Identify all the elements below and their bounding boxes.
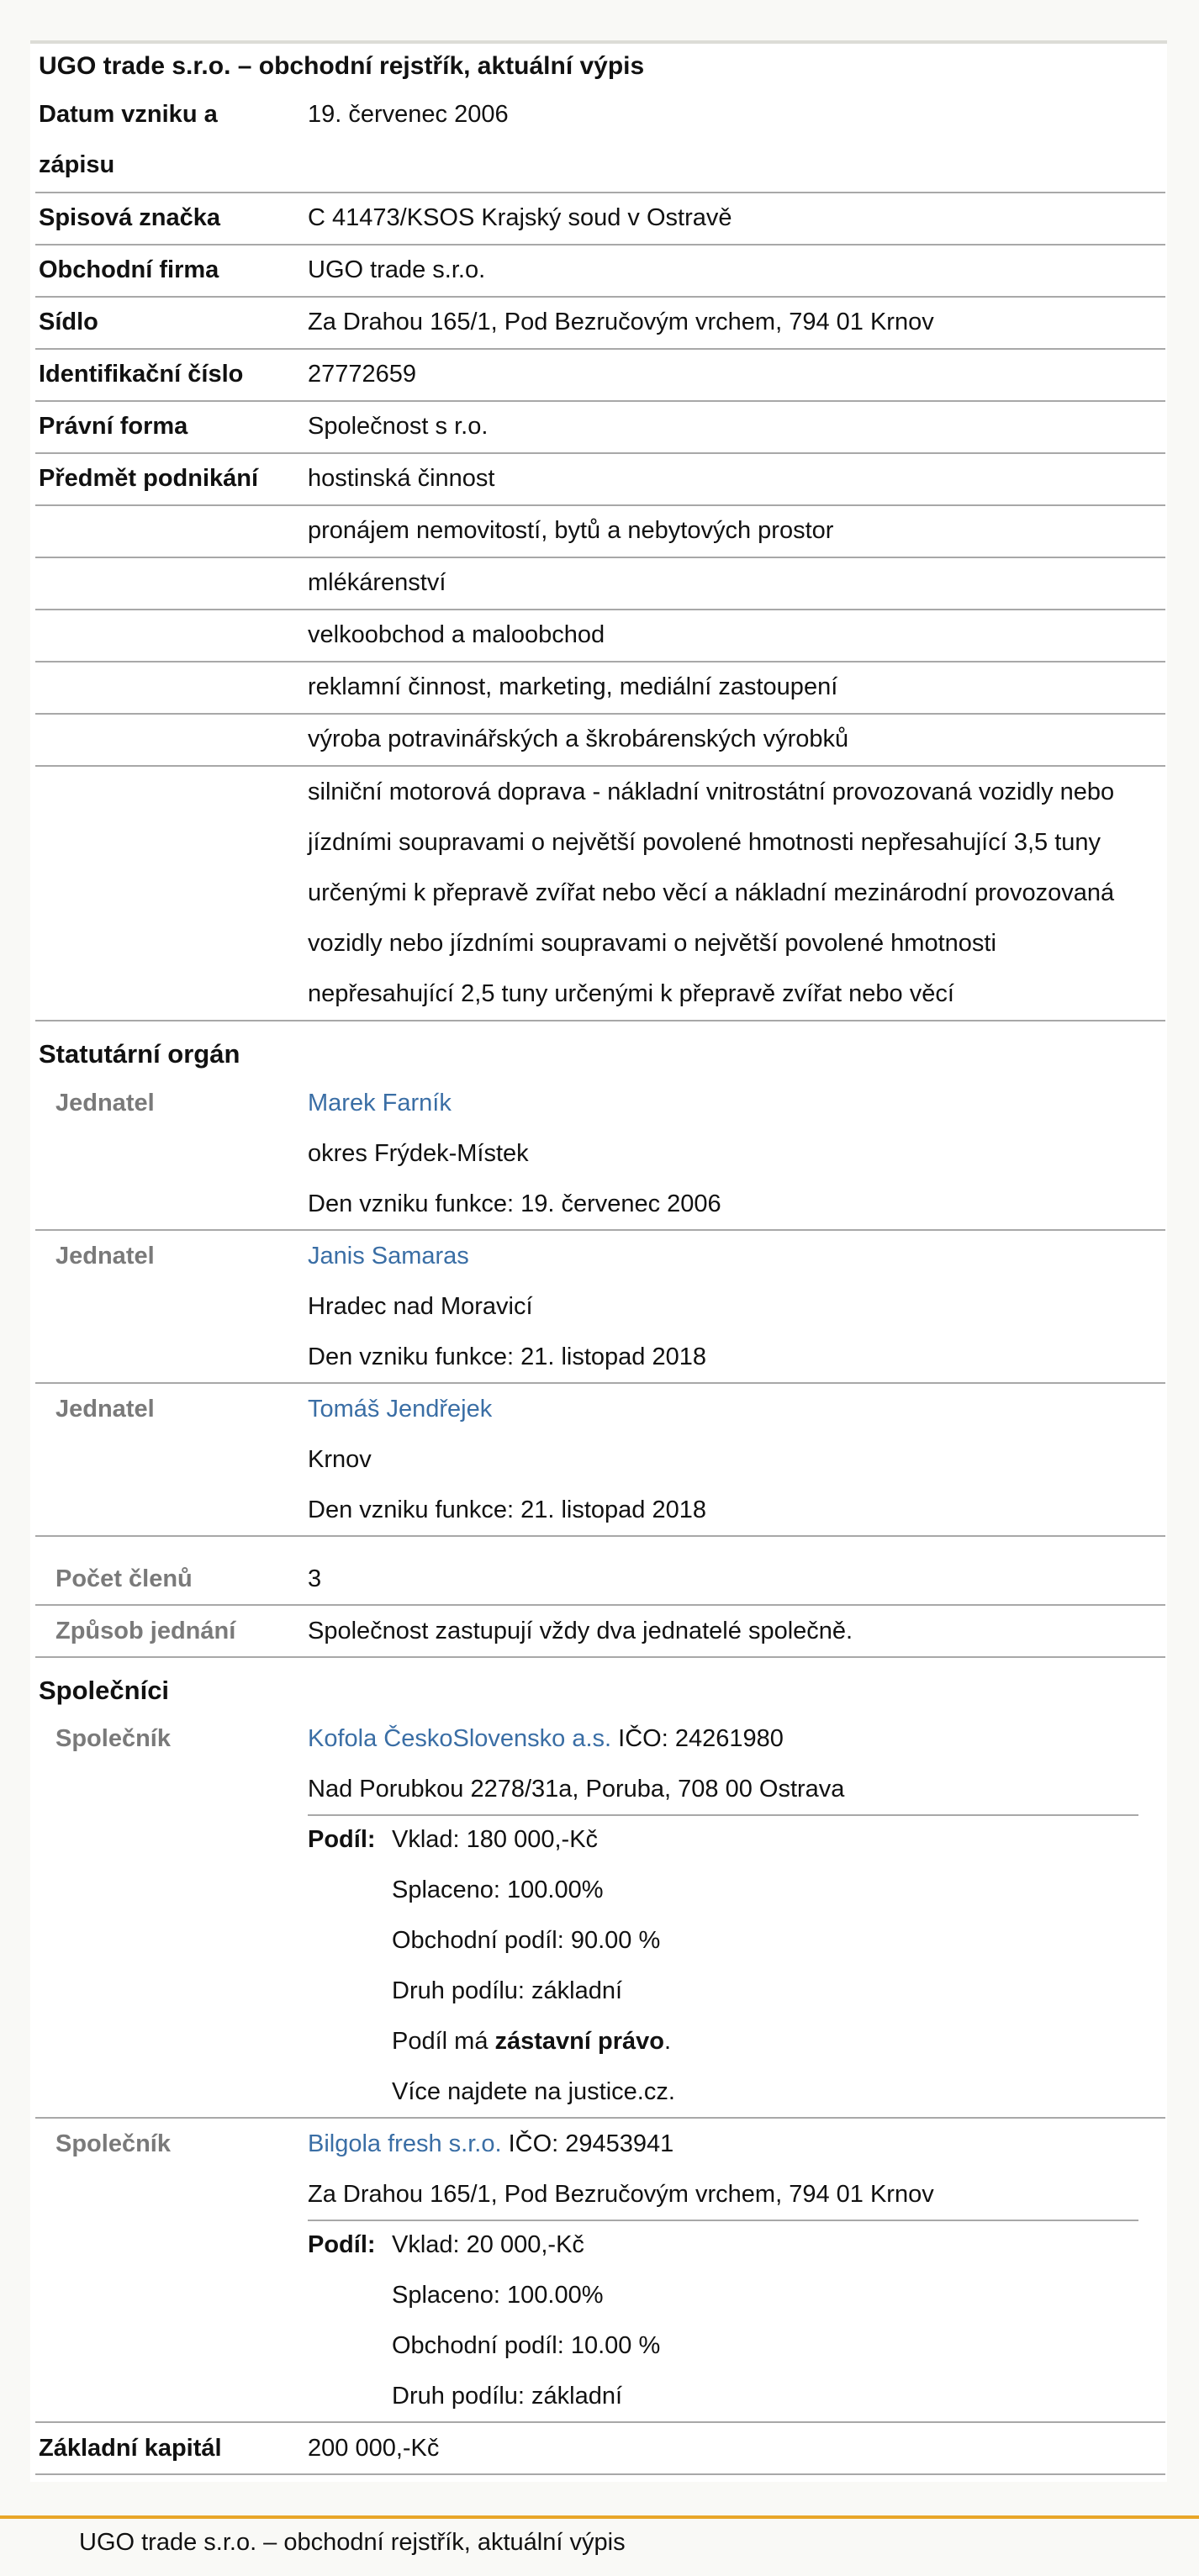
divider bbox=[35, 2117, 1165, 2119]
divider bbox=[35, 504, 1165, 506]
splaceno: Splaceno: 100.00% bbox=[392, 1877, 604, 1903]
divider bbox=[35, 1656, 1165, 1658]
partner-ico: IČO: 24261980 bbox=[618, 1725, 784, 1752]
divider bbox=[35, 452, 1165, 454]
member-place: Krnov bbox=[308, 1446, 372, 1473]
divider bbox=[35, 1604, 1165, 1606]
divider bbox=[35, 192, 1165, 193]
partner-address: Za Drahou 165/1, Pod Bezručovým vrchem, 794 01 Krnov bbox=[308, 2181, 934, 2208]
activity-item-line: jízdními soupravami o největší povolené hmotnosti nepřesahující 3,5 tuny bbox=[308, 829, 1101, 856]
zastava-post: . bbox=[663, 2028, 672, 2055]
pocet-value: 3 bbox=[308, 1565, 322, 1592]
activity-item-line: silniční motorová doprava - nákladní vnitrostátní provozovaná vozidly nebo bbox=[308, 779, 1115, 805]
record-card bbox=[30, 40, 1167, 2482]
activity-item-line: vozidly nebo jízdními soupravami o největší povolené hmotnosti bbox=[308, 930, 996, 957]
member-place: Hradec nad Moravicí bbox=[308, 1293, 533, 1320]
kapital-label: Základní kapitál bbox=[39, 2435, 222, 2462]
partner-name-link[interactable]: Kofola ČeskoSlovensko a.s. bbox=[308, 1725, 612, 1752]
divider bbox=[35, 244, 1165, 245]
partner-identity bbox=[308, 2130, 673, 2158]
divider bbox=[35, 2473, 1165, 2475]
zpusob-label: Způsob jednání bbox=[55, 1618, 236, 1644]
partner-name-link[interactable]: Bilgola fresh s.r.o. bbox=[308, 2130, 502, 2157]
page-title: UGO trade s.r.o. – obchodní rejstřík, aktuální výpis bbox=[39, 52, 645, 80]
footer-divider bbox=[0, 2515, 1199, 2519]
datum-label-line1: Datum vzniku a bbox=[39, 101, 218, 128]
divider bbox=[35, 765, 1165, 767]
partners-heading: Společníci bbox=[39, 1676, 170, 1705]
member-role: Jednatel bbox=[55, 1243, 155, 1270]
divider bbox=[308, 1814, 1138, 1816]
divider bbox=[35, 557, 1165, 558]
member-name-link[interactable]: Tomáš Jendřejek bbox=[308, 1396, 493, 1423]
activity-item: velkoobchod a maloobchod bbox=[308, 621, 605, 648]
activity-item-line: nepřesahující 2,5 tuny určenými k přepravě zvířat nebo věcí bbox=[308, 980, 954, 1007]
obchodni-podil: Obchodní podíl: 10.00 % bbox=[392, 2332, 661, 2359]
sidlo-value: Za Drahou 165/1, Pod Bezručovým vrchem, 794 01 Krnov bbox=[308, 309, 934, 335]
vklad: Vklad: 180 000,-Kč bbox=[392, 1826, 599, 1853]
member-since: Den vzniku funkce: 19. červenec 2006 bbox=[308, 1190, 721, 1217]
member-name-link[interactable]: Janis Samaras bbox=[308, 1243, 469, 1270]
statutory-heading: Statutární orgán bbox=[39, 1039, 240, 1069]
spis-value: C 41473/KSOS Krajský soud v Ostravě bbox=[308, 204, 732, 231]
member-since: Den vzniku funkce: 21. listopad 2018 bbox=[308, 1343, 706, 1370]
divider bbox=[35, 2421, 1165, 2423]
member-place: okres Frýdek-Místek bbox=[308, 1140, 529, 1167]
activity-item: výroba potravinářských a škrobárenských výrobků bbox=[308, 726, 849, 752]
partner-role: Společník bbox=[55, 1725, 171, 1752]
divider bbox=[35, 609, 1165, 610]
druh-podilu: Druh podílu: základní bbox=[392, 1977, 623, 2004]
sidlo-label: Sídlo bbox=[39, 309, 98, 335]
zpusob-value: Společnost zastupují vždy dva jednatelé společně. bbox=[308, 1618, 853, 1644]
datum-label-line2: zápisu bbox=[39, 151, 115, 178]
activity-item: pronájem nemovitostí, bytů a nebytových prostor bbox=[308, 517, 834, 544]
activity-item: mlékárenství bbox=[308, 569, 446, 596]
divider bbox=[35, 1020, 1165, 1021]
partner-identity bbox=[308, 1725, 784, 1753]
footer-title: UGO trade s.r.o. – obchodní rejstřík, aktuální výpis bbox=[79, 2529, 626, 2556]
kapital-value: 200 000,-Kč bbox=[308, 2435, 440, 2462]
divider bbox=[35, 1382, 1165, 1384]
zastavni-pravo bbox=[392, 2028, 671, 2056]
zastava-pre: Podíl má bbox=[392, 2028, 495, 2055]
partner-address: Nad Porubkou 2278/31a, Poruba, 708 00 Ostrava bbox=[308, 1776, 845, 1803]
vklad: Vklad: 20 000,-Kč bbox=[392, 2231, 584, 2258]
activity-item-line: určenými k přepravě zvířat nebo věcí a nákladní mezinárodní provozovaná bbox=[308, 879, 1115, 906]
partner-ico: IČO: 29453941 bbox=[508, 2130, 674, 2157]
podil-label: Podíl: bbox=[308, 2231, 376, 2258]
obchodni-podil: Obchodní podíl: 90.00 % bbox=[392, 1927, 661, 1954]
divider bbox=[35, 1535, 1165, 1537]
divider bbox=[35, 400, 1165, 402]
divider bbox=[35, 348, 1165, 350]
member-name-link[interactable]: Marek Farník bbox=[308, 1090, 452, 1116]
member-role: Jednatel bbox=[55, 1090, 155, 1116]
member-since: Den vzniku funkce: 21. listopad 2018 bbox=[308, 1497, 706, 1523]
pocet-label: Počet členů bbox=[55, 1565, 193, 1592]
forma-value: Společnost s r.o. bbox=[308, 413, 489, 440]
firma-label: Obchodní firma bbox=[39, 256, 219, 283]
activity-item: reklamní činnost, marketing, mediální zastoupení bbox=[308, 673, 838, 700]
ico-label: Identifikační číslo bbox=[39, 361, 244, 388]
activity-item: hostinská činnost bbox=[308, 465, 495, 492]
divider bbox=[308, 2220, 1138, 2221]
podil-label: Podíl: bbox=[308, 1826, 376, 1853]
datum-value: 19. červenec 2006 bbox=[308, 101, 509, 128]
forma-label: Právní forma bbox=[39, 413, 188, 440]
predmet-label: Předmět podnikání bbox=[39, 465, 259, 492]
ico-value: 27772659 bbox=[308, 361, 417, 388]
divider bbox=[35, 1229, 1165, 1231]
divider bbox=[35, 713, 1165, 715]
druh-podilu: Druh podílu: základní bbox=[392, 2383, 623, 2410]
firma-value: UGO trade s.r.o. bbox=[308, 256, 486, 283]
divider bbox=[35, 296, 1165, 298]
splaceno: Splaceno: 100.00% bbox=[392, 2282, 604, 2309]
member-role: Jednatel bbox=[55, 1396, 155, 1423]
vice-info: Více najdete na justice.cz. bbox=[392, 2078, 675, 2105]
divider bbox=[35, 661, 1165, 662]
zastava-bold: zástavní právo bbox=[494, 2028, 664, 2055]
partner-role: Společník bbox=[55, 2130, 171, 2157]
spis-label: Spisová značka bbox=[39, 204, 220, 231]
